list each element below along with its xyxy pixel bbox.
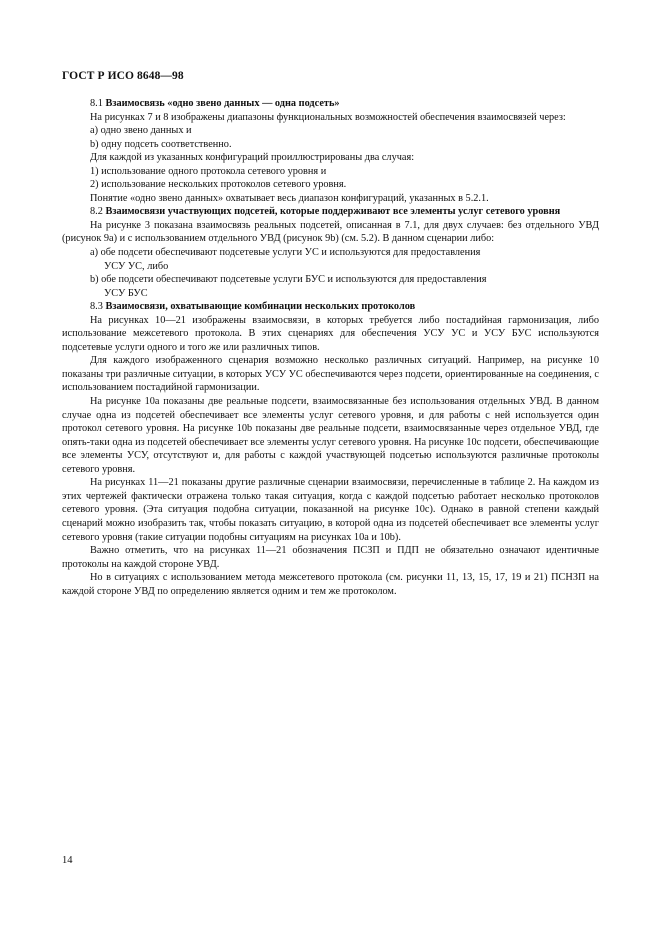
page-number: 14 (62, 855, 73, 866)
list-item: b) одну подсеть соответственно. (90, 138, 232, 150)
document-header: ГОСТ Р ИСО 8648—98 (62, 70, 184, 82)
paragraph: Важно отметить, что на рисунках 11—21 обозначения ПСЗП и ПДП не обязательно означают идентичные протоколы на каждой стороне УВД. (62, 545, 599, 570)
section-8-1-heading (62, 97, 599, 111)
paragraph: На рисунках 7 и 8 изображены диапазоны функциональных возможностей обеспечения взаимосвязей через: (90, 111, 566, 123)
list-item: а) обе подсети обеспечивают подсетевые услуги УС и используются для предоставления (90, 247, 481, 259)
paragraph: На рисунке 10а показаны две реальные подсети, взаимосвязанные без использования отдельных УВД. В данном случае одна из подсетей обеспечивает все элементы услуг сетевого уровня, и для работы с ней используется один протокол сетевого уровня. На рисунке 10b показаны две реальные подсети, взаимосвязанные через отдельное УВД, где опять-таки одна из подсетей обеспечивает все элементы услуг сетевого уровня. На рисунке 10с подсети, обеспечивающие все элементы УСУ, отсутствуют и, для работы с каждой участвующей подсетью используются различные протоколы сетевого уровня. (62, 396, 599, 475)
list-item: b) обе подсети обеспечивают подсетевые услуги БУС и используются для предоставления (90, 274, 487, 286)
section-number: 8.2 (90, 206, 103, 218)
list-item-continuation: УСУ БУС (104, 287, 148, 299)
section-title: Взаимосвязи участвующих подсетей, которые поддерживают все элементы услуг сетевого уровня (105, 206, 561, 218)
section-number: 8.3 (90, 301, 103, 313)
paragraph: Для каждой из указанных конфигураций проиллюстрированы два случая: (90, 152, 415, 164)
section-title: Взаимосвязи, охватывающие комбинации нескольких протоколов (105, 301, 416, 313)
list-item-continuation: УСУ УС, либо (104, 260, 169, 272)
section-number: 8.1 (90, 98, 103, 109)
paragraph: Но в ситуациях с использованием метода межсетевого протокола (см. рисунки 11, 13, 15, 17, 19 и 21) ПСНЗП на каждой стороне УВД по определению является одним и тем же протоколом. (62, 572, 599, 597)
paragraph: На рисунках 10—21 изображены взаимосвязи, в которых требуется либо постадийная гармонизация, либо использование межсетевого протокола. В этих сценариях для обеспечения УСУ УС и УСУ БУС используются подсетевые услуги одного и того же или различных типов. (62, 314, 599, 353)
section-8-3-heading (62, 300, 599, 314)
paragraph: На рисунке 3 показана взаимосвязь реальных подсетей, описанная в 7.1, для двух случаев: без отдельного УВД (рисунок 9а) и с использованием отдельного УВД (рисунок 9b) (см. 5.2). В данном сценарии либо: (62, 219, 599, 245)
section-title: Взаимосвязь «одно звено данных — одна подсеть» (105, 98, 340, 109)
list-item: 2) использование нескольких протоколов сетевого уровня. (90, 179, 347, 191)
paragraph: Для каждого изображенного сценария возможно несколько различных ситуаций. Например, на рисунке 10 показаны три различные ситуации, в которых УСУ УС обеспечиваются через подсети, ориентированные на соединения, с использованием постадийной гармонизации. (62, 355, 599, 394)
paragraph: На рисунках 11—21 показаны другие различные сценарии взаимосвязи, перечисленные в таблице 2. На каждом из этих чертежей фактически отражена только такая ситуация, когда с каждой подсетью работает несколько протоколов сетевого уровня. (Эта ситуация подобна ситуации, показанной на рисунке 10с). Однако в равной степени каждый сценарий можно изобразить так, чтобы показать ситуацию, в которой одна из подсетей обеспечивает все элементы услуг сетевого уровня (такие ситуации подобны ситуациям на рисунках 10а и 10b). (62, 477, 599, 543)
list-item: а) одно звено данных и (90, 125, 192, 137)
document-body (62, 97, 599, 598)
paragraph: Понятие «одно звено данных» охватывает весь диапазон конфигураций, указанных в 5.2.1. (90, 192, 489, 204)
list-item: 1) использование одного протокола сетевого уровня и (90, 165, 327, 177)
section-8-2-heading (62, 205, 599, 219)
